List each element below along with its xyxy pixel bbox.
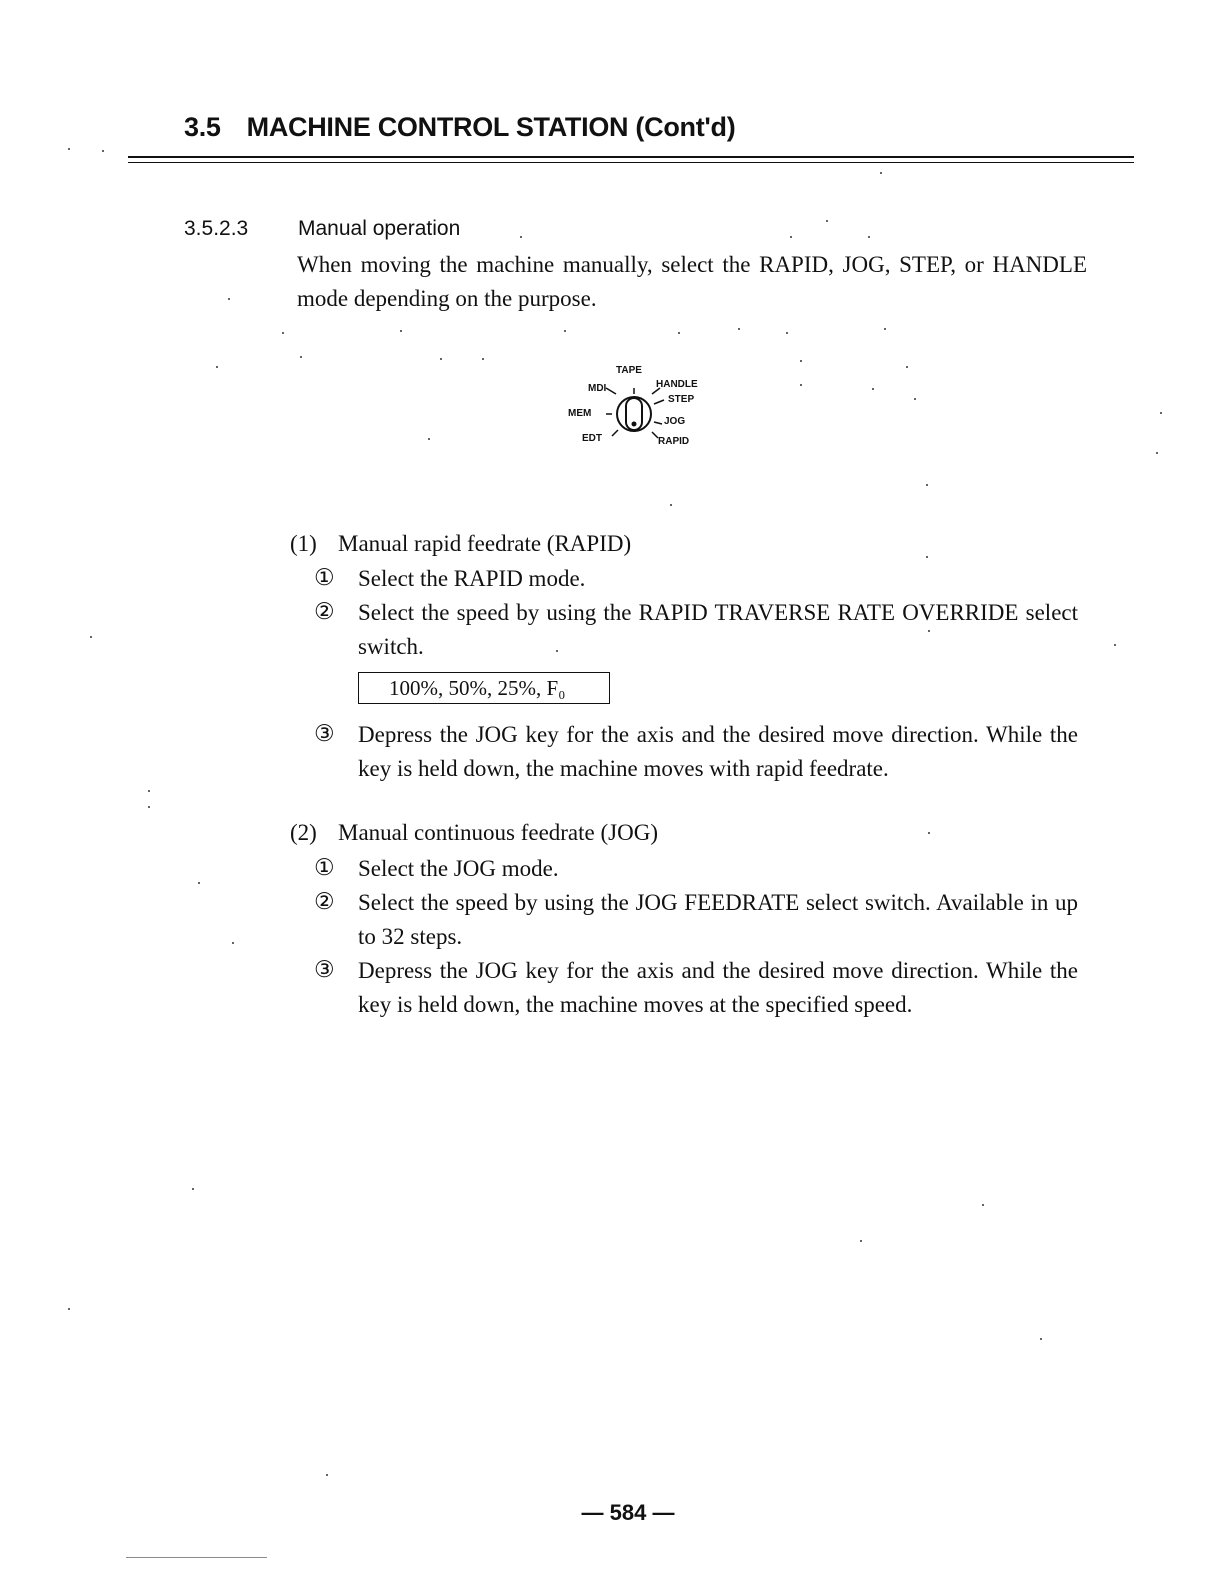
header-title: MACHINE CONTROL STATION (Cont'd) bbox=[246, 112, 736, 142]
item-1-step-3-marker: ③ bbox=[314, 721, 335, 746]
dial-label-jog: JOG bbox=[664, 416, 686, 427]
item-1-heading bbox=[290, 531, 631, 557]
item-1-step-1-text: Select the RAPID mode. bbox=[358, 566, 586, 591]
item-2-marker: (2) bbox=[290, 820, 317, 845]
item-2-step-3-text: Depress the JOG key for the axis and the desired move direction. While the key is held down, the machine moves at the specified speed. bbox=[358, 958, 1078, 1017]
dial-label-mdi: MDI bbox=[588, 383, 607, 394]
item-2-step-1-text: Select the JOG mode. bbox=[358, 856, 559, 881]
override-values-box: 100%, 50%, 25%, F₀ bbox=[358, 672, 610, 704]
dial-label-edt: EDT bbox=[582, 433, 602, 444]
dial-label-mem: MEM bbox=[568, 408, 592, 419]
dial-label-handle: HANDLE bbox=[656, 379, 698, 390]
section-number: 3.5.2.3 bbox=[184, 217, 249, 240]
item-2-step-2-marker: ② bbox=[314, 889, 335, 914]
item-1-title: Manual rapid feedrate (RAPID) bbox=[338, 531, 632, 556]
header-rule-top bbox=[128, 156, 1134, 158]
page-header bbox=[184, 112, 735, 143]
header-rule-bottom bbox=[128, 162, 1134, 163]
item-2-step-3-marker: ③ bbox=[314, 957, 335, 982]
dial-label-tape: TAPE bbox=[616, 365, 642, 376]
section-intro: When moving the machine manually, select the RAPID, JOG, STEP, or HANDLE mode depending on the purpose. bbox=[297, 252, 1087, 311]
item-1-step-2-marker: ② bbox=[314, 599, 335, 624]
item-2-step-2-text: Select the speed by using the JOG FEEDRATE select switch. Available in up to 32 steps. bbox=[358, 890, 1078, 949]
item-2-heading bbox=[290, 820, 658, 846]
section-title: Manual operation bbox=[298, 217, 461, 240]
page-number: — 584 — bbox=[581, 1500, 675, 1525]
item-2-title: Manual continuous feedrate (JOG) bbox=[338, 820, 658, 845]
header-section-number: 3.5 bbox=[184, 112, 221, 142]
item-2-step-1-marker: ① bbox=[314, 855, 335, 880]
item-1-step-1-marker: ① bbox=[314, 565, 335, 590]
mode-select-switch-diagram bbox=[560, 360, 720, 452]
item-1-step-3-text: Depress the JOG key for the axis and the desired move direction. While the key is held down, the machine moves with rapid feedrate. bbox=[358, 722, 1078, 781]
bottom-edge-line bbox=[126, 1557, 267, 1558]
item-1-step-2-text: Select the speed by using the RAPID TRAVERSE RATE OVERRIDE select switch. bbox=[358, 600, 1078, 659]
dial-label-step: STEP bbox=[668, 394, 695, 405]
item-1-marker: (1) bbox=[290, 531, 317, 556]
dial-label-rapid: RAPID bbox=[658, 436, 690, 447]
